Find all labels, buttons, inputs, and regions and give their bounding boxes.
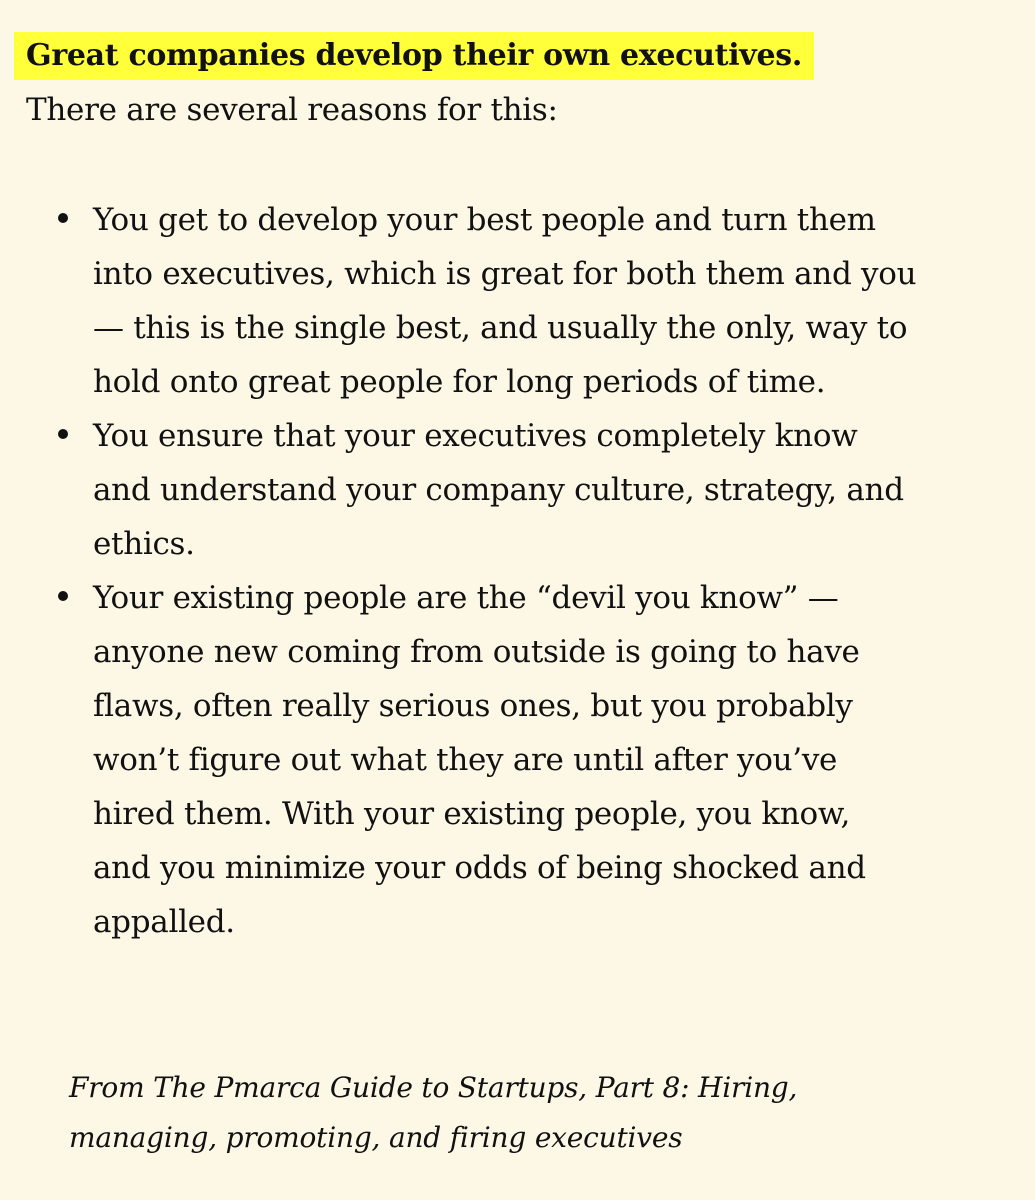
list-item-text-line: Your existing people are the “devil you know” — <box>93 580 839 616</box>
intro-text: There are several reasons for this: <box>26 92 558 128</box>
list-item-text-line: and understand your company culture, strategy, and <box>93 472 904 508</box>
list-item <box>0 409 1035 571</box>
list-item <box>0 571 1035 949</box>
list-item-text-line: flaws, often really serious ones, but you probably <box>93 688 853 724</box>
bullet-icon <box>58 429 68 439</box>
list-item-text-line: and you minimize your odds of being shocked and <box>93 850 866 886</box>
bullet-icon <box>58 213 68 223</box>
list-item-text-line: You ensure that your executives completely know <box>93 418 858 454</box>
list-item-text-line: — this is the single best, and usually the only, way to <box>93 310 908 346</box>
source-attribution <box>69 1063 797 1163</box>
reasons-list <box>0 193 1035 949</box>
list-item-text-line: You get to develop your best people and turn them <box>93 202 876 238</box>
list-item-text-line: won’t figure out what they are until after you’ve <box>93 742 838 778</box>
list-item-text-line: hold onto great people for long periods of time. <box>93 364 826 400</box>
source-line: managing, promoting, and firing executives <box>69 1121 683 1154</box>
source-line: From The Pmarca Guide to Startups, Part 8: Hiring, <box>69 1071 798 1104</box>
list-item-text-line: into executives, which is great for both them and you <box>93 256 917 292</box>
highlighted-headline: Great companies develop their own executives. <box>14 32 814 80</box>
list-item-text-line: ethics. <box>93 526 195 562</box>
list-item-text-line: hired them. With your existing people, you know, <box>93 796 851 832</box>
bullet-icon <box>58 591 68 601</box>
list-item-text-line: appalled. <box>93 904 235 940</box>
list-item <box>0 193 1035 409</box>
list-item-text-line: anyone new coming from outside is going to have <box>93 634 860 670</box>
